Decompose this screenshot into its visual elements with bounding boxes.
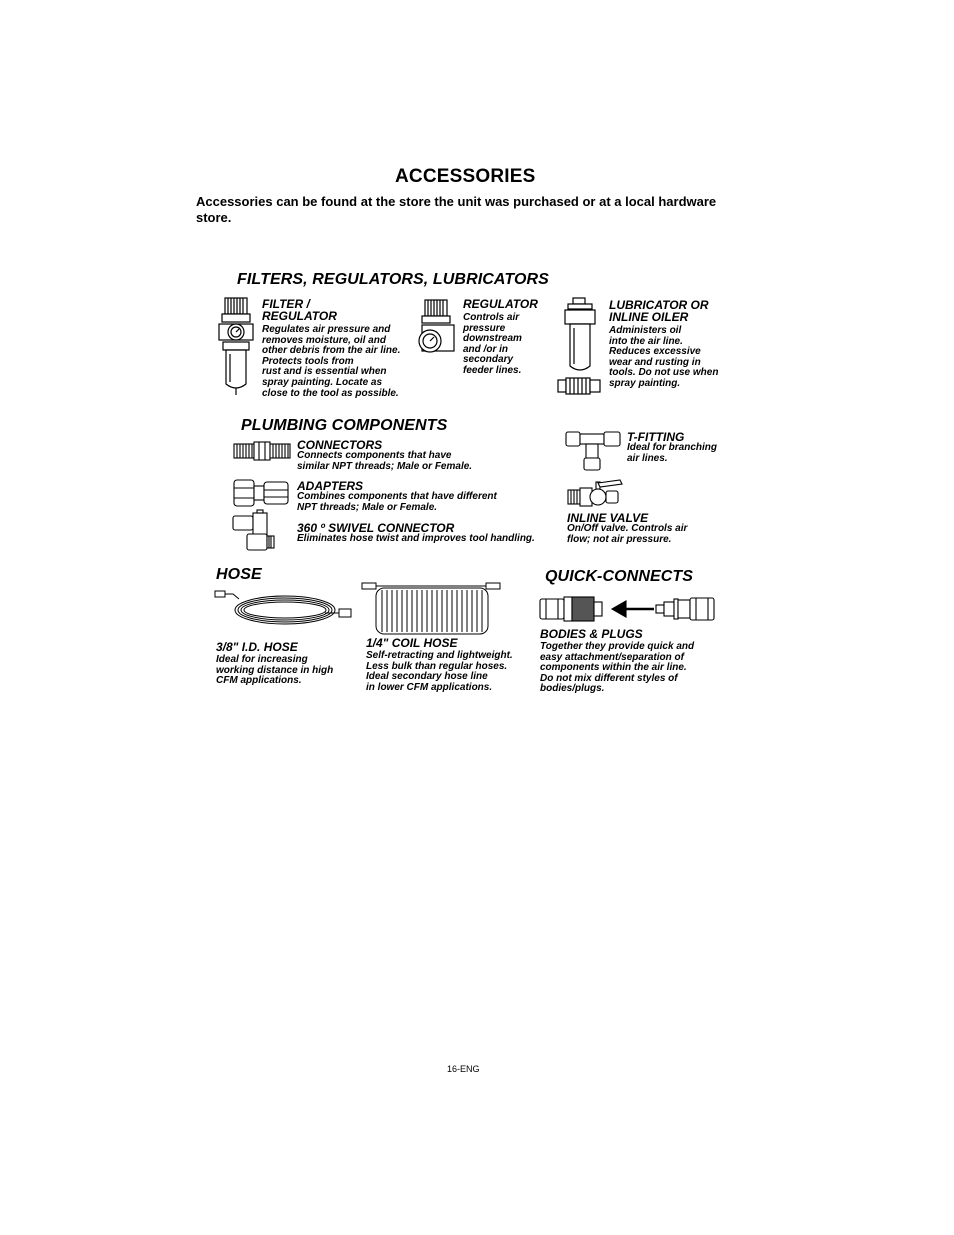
inline-valve-title: INLINE VALVE xyxy=(567,511,649,525)
quick-connects-heading: QUICK-CONNECTS xyxy=(545,568,694,585)
filters-heading: FILTERS, REGULATORS, LUBRICATORS xyxy=(237,271,549,288)
connectors-text: Connects components that have similar NPT threads; Male or Female. xyxy=(297,450,473,472)
intro-text: Accessories can be found at the store the unit was purchased or at a local hardware store. xyxy=(196,194,717,225)
hose-heading: HOSE xyxy=(216,566,262,583)
recoil-hose-icon xyxy=(360,580,505,635)
page-footer: 16-ENG xyxy=(447,1064,480,1074)
hose-title: 3/8" I.D. HOSE xyxy=(216,640,298,654)
coil-hose-title: 1/4" COIL HOSE xyxy=(366,636,458,650)
bodies-plugs-title: BODIES & PLUGS xyxy=(540,627,643,641)
adapters-text: Combines components that have different NPT threads; Male or Female. xyxy=(297,491,497,513)
connector-icon xyxy=(232,441,292,461)
regulator-icon xyxy=(416,298,456,358)
lubricator-icon xyxy=(556,296,606,400)
connectors-title: CONNECTORS xyxy=(297,438,383,452)
swivel-title: 360 º SWIVEL CONNECTOR xyxy=(297,521,455,535)
plumbing-heading: PLUMBING COMPONENTS xyxy=(241,417,448,434)
adapter-icon xyxy=(232,478,292,508)
lubricator-title: LUBRICATOR OR INLINE OILER xyxy=(609,298,709,324)
filter-regulator-title: FILTER / REGULATOR xyxy=(262,297,337,323)
coil-hose-text: Self-retracting and lightweight. Less bulk than regular hoses. Ideal secondary hose line in lower CFM applications. xyxy=(366,650,513,693)
quick-connect-icon xyxy=(538,594,718,624)
bodies-plugs-text: Together they provide quick and easy attachment/separation of components within the air line. Do not mix different styles of bodies/plugs. xyxy=(540,641,695,695)
hose-text: Ideal for increasing working distance in high CFM applications. xyxy=(216,654,334,687)
t-fitting-text: Ideal for branching air lines. xyxy=(627,442,718,464)
inline-valve-icon xyxy=(566,478,626,510)
hose-coil-icon xyxy=(213,585,353,635)
lubricator-text: Administers oil into the air line. Reduces excessive wear and rusting in tools. Do not use when spray painting. xyxy=(609,325,719,389)
regulator-text: Controls air pressure downstream and /or in secondary feeder lines. xyxy=(463,312,522,376)
page-title: ACCESSORIES xyxy=(395,166,536,187)
swivel-text: Eliminates hose twist and improves tool handling. xyxy=(297,533,535,544)
swivel-connector-icon xyxy=(230,510,275,552)
t-fitting-title: T-FITTING xyxy=(627,430,685,444)
regulator-title: REGULATOR xyxy=(463,297,538,311)
adapters-title: ADAPTERS xyxy=(297,479,364,493)
filter-regulator-icon xyxy=(218,296,254,396)
inline-valve-text: On/Off valve. Controls air flow; not air pressure. xyxy=(567,523,688,545)
t-fitting-icon xyxy=(564,430,624,472)
filter-regulator-text: Regulates air pressure and removes moisture, oil and other debris from the air line. Protects tools from rust and is essential when spray painting. Locate as close to the tool as possible. xyxy=(262,324,401,399)
